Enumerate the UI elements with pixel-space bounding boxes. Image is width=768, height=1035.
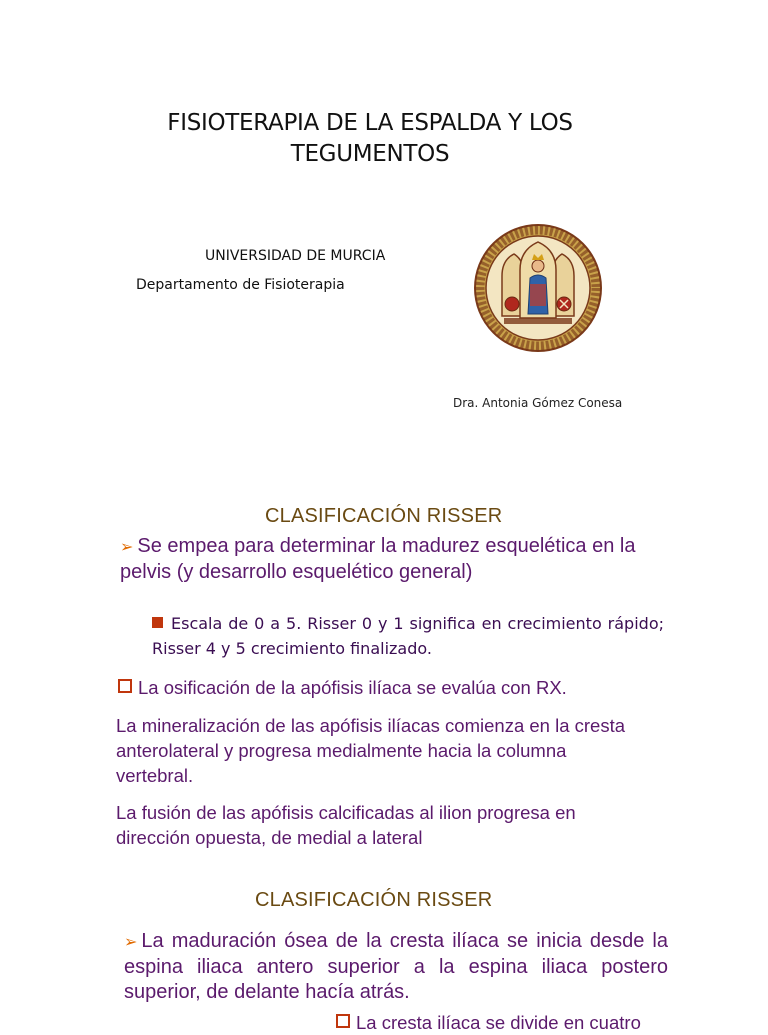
paragraph: La mineralización de las apófisis ilíacas comienza en la cresta anterolateral y progresa medialmente hacia la columna vertebral. [116,715,626,786]
arrow-bullet-icon: ➢ [120,539,134,556]
bullet-text: Se empea para determinar la madurez esquelética en la pelvis (y desarrollo esquelético general) [120,535,636,583]
bullet-text: Escala de 0 a 5. Risser 0 y 1 significa en crecimiento rápido; Risser 4 y 5 crecimiento finalizado. [152,614,664,658]
section-heading: CLASIFICACIÓN RISSER [255,889,493,911]
bullet-item [120,534,680,585]
bullet-text: La cresta ilíaca se divide en cuatro [356,1012,641,1033]
university-seal-icon [474,224,602,352]
university-name: UNIVERSIDAD DE MURCIA [205,248,386,264]
arrow-bullet-icon: ➢ [124,934,138,951]
checkbox-bullet-icon [118,679,132,693]
paragraph: La fusión de las apófisis calcificadas al ilion progresa en dirección opuesta, de medial a lateral [116,802,576,848]
author-name: Dra. Antonia Gómez Conesa [453,396,623,410]
department-name: Departamento de Fisioterapia [136,277,345,293]
bullet-item [118,675,718,700]
bullet-item [336,1010,641,1035]
section-heading: CLASIFICACIÓN RISSER [265,505,503,527]
sub-bullet-item [152,611,664,661]
bullet-text: La osificación de la apófisis ilíaca se evalúa con RX. [138,677,567,698]
bullet-text: La maduración ósea de la cresta ilíaca se inicia desde la espina iliaca antero superior a la espina iliaca postero superior, de delante hacía atrás. [124,930,668,1003]
page-title: FISIOTERAPIA DE LA ESPALDA Y LOS TEGUMENTOS [167,110,573,167]
bullet-item [124,929,668,1005]
checkbox-bullet-icon [336,1014,350,1028]
square-bullet-icon [152,617,163,628]
